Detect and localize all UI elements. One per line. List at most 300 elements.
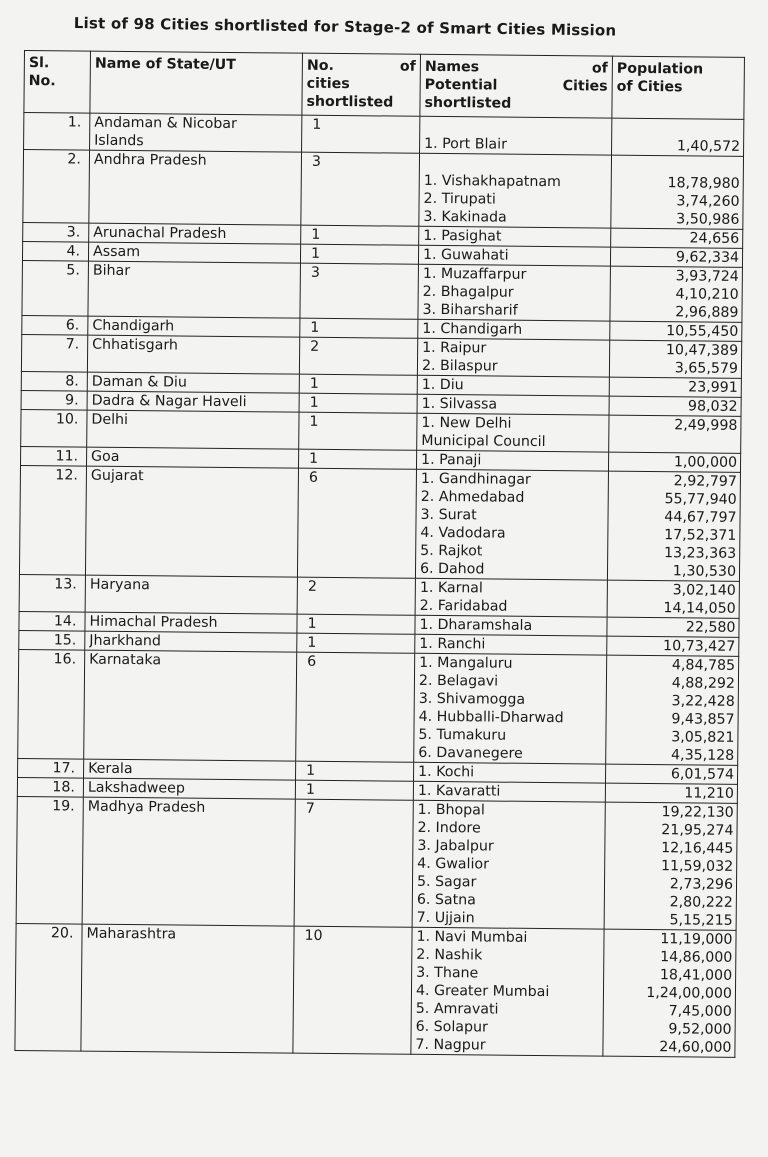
population-value: 2,92,797 [673,473,737,490]
population-value: 10,55,450 [666,323,739,340]
state-name-cell [83,778,295,799]
state-name: Kerala [88,760,133,778]
header-word: of [399,58,416,75]
state-name: Andaman & Nicobar [94,114,237,133]
population-value: 1,40,572 [676,138,741,155]
state-name: Jharkhand [89,632,162,650]
smart-cities-table [14,50,745,1058]
city-count-cell [300,244,418,264]
city-names-cell [419,153,612,228]
state-name: Gujarat [90,467,144,485]
population-value: 13,23,363 [663,545,737,562]
population-value: 21,95,274 [661,822,734,839]
city-count-cell [297,633,415,653]
state-name-cell [88,261,301,318]
header-word: Potential [424,76,498,94]
population-value: 24,656 [689,230,740,247]
city-names-cell [417,413,609,452]
city-count: 10 [304,927,323,944]
population-value: 55,77,940 [664,491,737,508]
population-value: 6,01,574 [670,766,735,783]
state-name [90,594,293,614]
city-name: 1. Karnal [419,579,483,597]
header-text: of Cities [616,78,683,96]
population-value: 3,05,821 [671,729,735,746]
state-name-cell [87,410,299,449]
city-count-cell [293,926,412,1054]
state-name-cell [85,575,297,614]
city-name: 2. Tirupati [423,190,496,208]
serial-number-cell [18,758,84,778]
population-value: 22,580 [685,619,736,636]
population-value: 9,52,000 [668,1021,732,1038]
city-names-cell [418,264,611,321]
header-text: Name of State/UT [94,55,236,74]
serial-number-cell [16,796,83,924]
city-name: 1. Pasighat [423,227,502,245]
state-name [90,521,293,541]
city-count-cell [298,449,416,469]
population-value: 44,67,797 [664,509,737,526]
population-value: 1,24,00,000 [646,985,733,1002]
city-count: 3 [310,264,320,281]
population-value: 14,86,000 [660,949,733,966]
serial-number: 10. [55,411,79,428]
state-name [90,539,293,559]
city-names-cell [414,653,607,764]
city-count-cell [297,468,416,578]
state-name: Chhatisgarh [92,336,179,354]
state-name: Himachal Pradesh [89,613,218,631]
city-name: 2. Ahmedabad [420,488,525,506]
serial-number-cell [21,446,87,466]
serial-number: 19. [52,798,75,815]
serial-number: 11. [55,448,79,465]
state-name [85,1033,288,1053]
city-count-cell [297,577,415,615]
population-value: 10,73,427 [663,638,736,655]
header-text: No. [28,73,56,90]
city-count-cell [299,337,417,375]
state-name [91,485,294,505]
header-cities [420,54,613,118]
city-name: 7. Ujjain [416,909,475,927]
state-name [86,979,289,999]
city-name: 7. Nagpur [415,1036,486,1054]
city-name: 1. Mangaluru [419,654,513,672]
population-cell [606,655,739,765]
city-count: 1 [310,245,321,262]
population-cell [607,471,740,581]
city-name: 3. Jabalpur [417,837,494,855]
serial-number: 7. [65,336,80,353]
city-name: 5. Sagar [416,873,477,891]
city-names-cell [412,800,605,929]
population-cell [604,802,737,930]
population-cell [607,580,739,618]
population-value: 2,73,296 [669,876,734,893]
serial-number-cell [21,390,87,410]
city-count: 1 [307,615,317,632]
city-name: 6. Dahod [419,560,485,578]
city-name: 6. Davanegere [418,744,523,762]
table-row [18,649,739,765]
city-name: 1. Muzaffarpur [422,265,527,283]
serial-number: 17. [52,760,76,777]
city-name: 3. Surat [420,506,477,524]
state-name [94,187,297,207]
state-name: Karnataka [89,651,162,669]
serial-number-cell [18,649,85,759]
header-count [302,53,421,116]
header-word: No. [306,57,334,74]
population-value: 4,88,292 [671,675,736,692]
city-name: 5. Tumakuru [418,726,507,744]
city-names-cell [415,634,607,655]
state-name [87,870,290,890]
state-name [92,298,295,318]
city-count-cell [302,115,420,153]
state-name [92,354,295,374]
city-name: 1. Ranchi [419,635,486,653]
serial-number-cell [22,315,88,335]
city-names-cell [413,762,605,783]
table-container [14,50,745,1058]
population-cell [610,247,742,267]
serial-number: 20. [50,925,74,942]
city-name: 1. Panaji [421,451,482,469]
population-value [613,434,737,453]
population-value: 2,96,889 [675,304,739,321]
serial-number: 16. [53,651,77,668]
state-name [90,557,293,577]
city-count: 7 [305,800,315,817]
serial-number-cell [19,630,85,650]
population-cell [610,321,742,341]
table-row [24,113,744,157]
state-name [86,961,289,981]
population-value [616,119,740,138]
city-name: 6. Solapur [415,1018,488,1036]
city-name: 1. Guwahati [422,246,509,264]
state-name: Haryana [89,576,150,594]
city-name: 5. Amravati [415,1000,499,1018]
population-value: 9,62,334 [675,249,740,266]
population-cell [608,452,740,472]
city-count-cell [299,393,417,413]
serial-number: 18. [52,779,75,796]
city-names-cell [415,578,607,617]
document-title: List of 98 Cities shortlisted for Stage-2 of Smart Cities Mission [73,14,617,40]
population-value: 9,43,857 [671,711,735,728]
state-name [88,741,291,761]
city-count: 1 [310,319,320,336]
serial-number: 1. [67,114,82,131]
table-row [19,465,740,581]
city-name: 2. Belagavi [418,672,499,690]
city-names-cell [418,245,610,266]
state-name: Chandigarh [92,317,175,335]
city-name: 5. Rajkot [420,542,483,560]
state-name [89,687,292,707]
serial-number-cell [24,113,90,151]
population-value: 4,10,210 [675,286,739,303]
state-name-cell [89,150,302,225]
state-name-cell [87,372,299,393]
serial-number: 14. [53,613,77,630]
serial-number: 9. [65,392,79,409]
population-value [616,156,740,175]
city-name: 1. Kochi [418,763,475,781]
city-name: 2. Faridabad [419,597,508,615]
city-name: 1. Port Blair [424,135,508,153]
state-name: Arunachal Pradesh [93,224,227,242]
city-count: 1 [309,375,319,392]
city-names-cell [415,469,608,580]
city-names-cell [417,394,609,415]
state-name: Bihar [92,262,131,280]
state-name [93,280,296,300]
population-value: 3,74,260 [676,193,740,210]
population-value: 3,50,986 [676,211,740,228]
city-count: 1 [307,634,317,651]
serial-number-cell [21,409,87,447]
city-count-cell [300,263,419,319]
header-text [425,77,608,97]
city-count: 1 [305,781,316,798]
city-name: 1. Bhopal [417,801,485,819]
population-cell [605,783,737,803]
city-name: 3. Shivamogga [418,690,526,708]
city-name: 1. Diu [421,376,464,394]
serial-number-cell [22,260,89,316]
table-body [15,113,744,1058]
state-name [88,723,291,743]
state-name-cell [90,113,302,152]
city-name: 2. Bilaspur [421,357,498,375]
city-count-cell [295,780,413,800]
population-cell [607,617,739,637]
city-names-cell [417,375,609,396]
population-value: 7,45,000 [668,1003,732,1020]
population-value: 18,41,000 [659,967,733,984]
city-name: 4. Gwalior [417,855,490,873]
state-name-cell [84,759,296,780]
population-cell [609,415,741,453]
serial-number-cell [23,150,90,224]
city-names-cell [420,116,612,155]
header-population [612,56,745,119]
population-value: 4,35,128 [670,747,735,764]
city-count: 1 [306,762,316,779]
serial-number-cell [21,371,87,391]
header-text: Population [616,60,704,78]
serial-number: 4. [66,243,81,260]
header-sl-no [24,51,91,114]
population-cell [605,764,737,784]
serial-number: 5. [66,262,80,279]
serial-number: 15. [53,632,77,649]
city-names-cell [411,927,604,1056]
city-names-cell [417,338,609,377]
state-name-cell [85,631,297,652]
serial-number-cell [19,574,85,612]
city-count: 6 [308,469,319,486]
population-value: 19,22,130 [661,804,734,821]
serial-number: 3. [66,224,81,241]
population-cell [607,636,739,656]
city-names-cell [413,781,605,802]
city-name: 1. Silvassa [421,395,498,413]
population-value: 11,19,000 [660,931,733,948]
city-count: 1 [309,413,319,430]
population-value: 2,80,222 [669,894,733,911]
header-text: shortlisted [424,94,512,112]
state-name: Delhi [91,411,129,429]
state-name [94,169,297,189]
serial-number-cell [17,777,83,797]
population-value: 3,22,428 [671,693,735,710]
city-name: 4. Vadodara [420,524,506,542]
table-row [23,150,744,230]
population-value: 3,93,724 [675,268,739,285]
city-name: 1. New Delhi [421,414,512,432]
population-cell [611,155,744,229]
serial-number-cell [23,222,89,242]
city-count-cell [297,614,415,634]
state-name: Lakshadweep [87,779,185,797]
city-name: 2. Nashik [416,946,483,964]
population-value: 11,59,032 [660,858,734,875]
city-count-cell [301,225,419,245]
population-value: 24,60,000 [659,1039,732,1056]
table-header-row [24,51,745,120]
population-value: 2,49,998 [674,417,738,434]
population-cell [609,340,741,378]
population-cell [609,396,741,416]
header-word: of [591,60,608,77]
population-value: 14,14,050 [663,600,736,617]
state-name [86,1015,289,1035]
population-value: 3,02,140 [672,582,736,599]
serial-number: 13. [54,576,77,593]
serial-number-cell [19,611,85,631]
city-count: 1 [312,116,322,133]
population-value: 4,84,785 [671,657,736,674]
city-name: 3. Thane [416,964,479,982]
population-value: 17,52,371 [664,527,737,544]
state-name-cell [87,335,299,374]
state-name [86,943,289,963]
population-value: 5,15,215 [669,912,733,929]
city-name: Municipal Council [421,432,546,451]
city-name: 3. Biharsharif [422,301,518,319]
header-text: shortlisted [306,93,394,111]
serial-number: 6. [65,317,80,334]
serial-number-cell [19,465,86,575]
state-name [87,852,290,872]
state-name: Dadra & Nagar Haveli [91,392,247,411]
state-name-cell [81,924,294,1053]
state-name: Daman & Diu [91,373,187,391]
serial-number: 2. [67,151,82,168]
serial-number: 8. [65,373,79,390]
city-count: 1 [309,394,319,411]
population-value: 1,00,000 [673,454,738,471]
state-name-cell [89,223,301,244]
header-text [425,59,608,79]
state-name: Goa [91,448,120,465]
city-count: 1 [309,450,319,467]
city-name: 1. Vishakhapatnam [423,172,561,191]
population-value: 12,16,445 [661,840,734,857]
table-row [22,260,742,322]
population-cell [611,228,743,248]
header-text [307,58,416,77]
city-name: 1. Chandigarh [422,320,523,338]
header-state [90,51,303,115]
city-count: 3 [311,153,322,170]
city-name: 2. Indore [417,819,481,837]
state-name-cell [88,242,300,263]
city-count-cell [296,652,415,762]
city-names-cell [419,226,611,247]
city-count: 2 [307,578,317,595]
state-name: Maharashtra [86,925,177,943]
city-count-cell [294,799,413,927]
city-count-cell [300,318,418,338]
state-name [87,834,290,854]
population-value: 11,210 [684,785,734,802]
population-cell [609,377,741,397]
city-count-cell [301,152,420,226]
city-count: 2 [310,338,320,355]
city-name: 4. Hubballi-Dharwad [418,708,564,727]
city-names-cell [416,450,608,471]
population-cell [612,118,744,156]
state-name-cell [84,650,297,761]
state-name: Islands [94,132,144,150]
city-count-cell [299,412,417,450]
city-name: 6. Satna [416,891,476,909]
population-cell [610,266,743,322]
serial-number: 12. [55,467,78,484]
population-value: 1,30,530 [672,563,737,580]
table-row [16,796,737,930]
city-name: 2. Bhagalpur [422,283,514,301]
city-count: 1 [311,226,321,243]
state-name: Assam [92,243,141,261]
city-count-cell [296,761,414,781]
city-count: 6 [307,653,317,670]
state-name-cell [85,612,297,633]
state-name-cell [88,316,300,337]
header-word: Cities [562,78,608,95]
state-name: Madhya Pradesh [87,798,206,816]
header-word: Names [424,58,480,76]
header-text: cities [306,75,350,93]
serial-number-cell [21,334,87,372]
header-text: Sl. [28,55,50,72]
state-name [91,429,294,449]
table-row [15,923,736,1057]
state-name [86,997,289,1017]
population-value: 10,47,389 [665,342,739,359]
population-value: 3,65,579 [674,360,739,377]
city-name: 1. Dharamshala [419,616,533,634]
serial-number-cell [15,923,82,1051]
state-name [93,205,296,225]
